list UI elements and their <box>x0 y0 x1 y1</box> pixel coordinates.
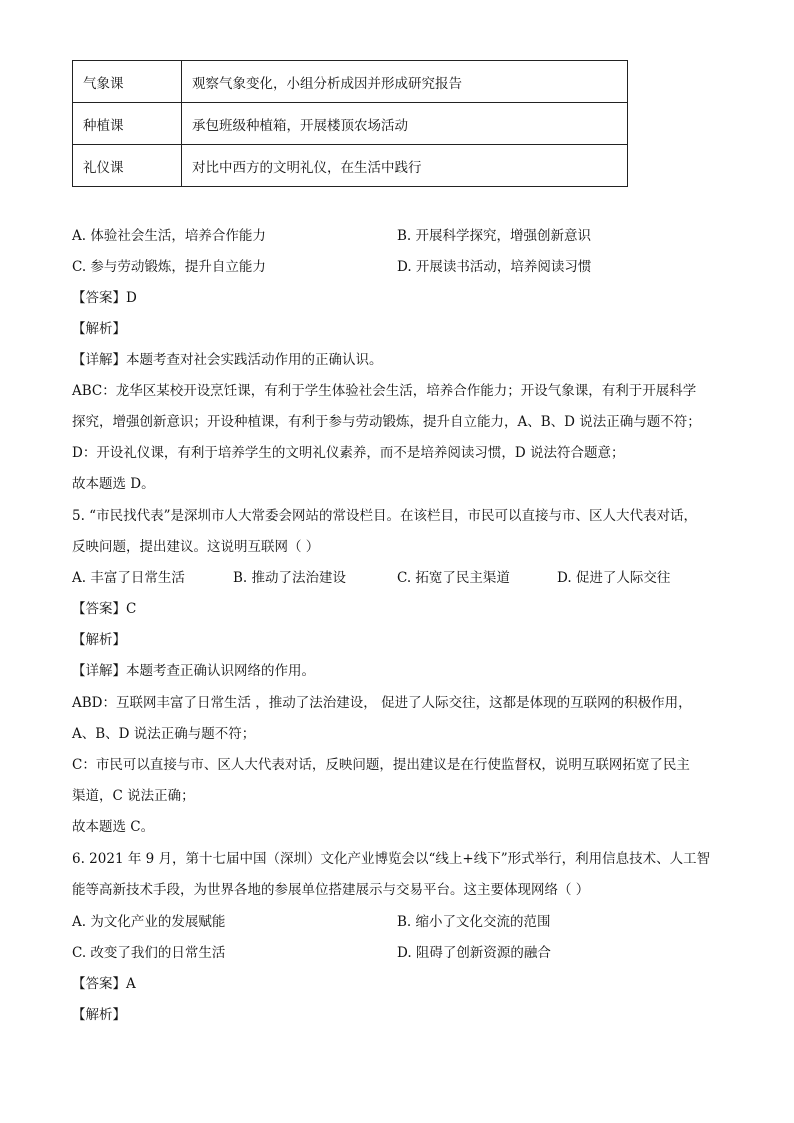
q6-stem: 能等高新技术手段，为世界各地的参展单位搭建展示与交易平台。这主要体现网络（ ） <box>72 882 590 898</box>
q4-option-c: C. 参与劳动锻炼，提升自立能力 <box>72 259 266 275</box>
q5-paragraph: C：市民可以直接与市、区人大代表对话，反映问题，提出建议是在行使监督权，说明互联网拓宽了民主 <box>72 757 690 773</box>
course-name: 种植课 <box>73 103 182 145</box>
q5-detail: 【详解】本题考查正确认识网络的作用。 <box>72 663 315 679</box>
q5-paragraph: A、B、D 说法正确与题不符； <box>72 726 256 742</box>
course-activity: 观察气象变化，小组分析成因并形成研究报告 <box>182 61 628 103</box>
q5-option-c: C. 拓宽了民主渠道 <box>397 570 510 586</box>
q4-option-a: A. 体验社会生活，培养合作能力 <box>72 228 266 244</box>
q5-paragraph: ABD：互联网丰富了日常生活 ，推动了法治建设， 促进了人际交往，这都是体现的互联网的积极作用， <box>72 695 692 711</box>
q4-answer: 【答案】D <box>72 290 137 306</box>
q6-option-a: A. 为文化产业的发展赋能 <box>72 914 226 930</box>
q5-option-d: D. 促进了人际交往 <box>557 570 671 586</box>
course-activity: 对比中西方的文明礼仪，在生活中践行 <box>182 145 628 187</box>
q5-stem: 反映问题，提出建议。这说明互联网（ ） <box>72 539 320 555</box>
q4-paragraph: ABC：龙华区某校开设烹饪课，有利于学生体验社会生活，培养合作能力；开设气象课，有利于开展科学 <box>72 383 697 399</box>
q4-conclusion: 故本题选 D。 <box>72 476 155 492</box>
q5-conclusion: 故本题选 C。 <box>72 819 155 835</box>
q6-analysis-heading: 【解析】 <box>72 1007 126 1023</box>
q5-answer: 【答案】C <box>72 601 137 617</box>
table-row <box>73 61 628 103</box>
q4-paragraph: 探究，增强创新意识；开设种植课，有利于参与劳动锻炼，提升自立能力，A、B、D 说法正确与题不符； <box>72 414 701 430</box>
course-name: 气象课 <box>73 61 182 103</box>
q4-detail: 【详解】本题考查对社会实践活动作用的正确认识。 <box>72 352 383 368</box>
q6-option-c: C. 改变了我们的日常生活 <box>72 945 226 961</box>
q4-paragraph: D：开设礼仪课，有利于培养学生的文明礼仪素养，而不是培养阅读习惯，D 说法符合题意； <box>72 445 625 461</box>
q5-option-a: A. 丰富了日常生活 <box>72 570 185 586</box>
q6-option-d: D. 阻碍了创新资源的融合 <box>397 945 551 961</box>
q5-analysis-heading: 【解析】 <box>72 632 126 648</box>
q6-stem: 6. 2021 年 9 月，第十七届中国（深圳）文化产业博览会以“线上+线下”形式举行，利用信息技术、人工智 <box>72 851 711 867</box>
course-table <box>72 60 628 187</box>
course-name: 礼仪课 <box>73 145 182 187</box>
q4-option-d: D. 开展读书活动，培养阅读习惯 <box>397 259 592 275</box>
q6-answer: 【答案】A <box>72 976 136 992</box>
table-row <box>73 103 628 145</box>
q5-stem: 5. “市民找代表”是深圳市人大常委会网站的常设栏目。在该栏目，市民可以直接与市、区人大代表对话， <box>72 508 697 524</box>
q5-paragraph: 渠道，C 说法正确； <box>72 788 195 804</box>
q5-option-b: B. 推动了法治建设 <box>233 570 347 586</box>
q4-option-b: B. 开展科学探究，增强创新意识 <box>397 228 592 244</box>
table-row <box>73 145 628 187</box>
course-activity: 承包班级种植箱，开展楼顶农场活动 <box>182 103 628 145</box>
q6-option-b: B. 缩小了文化交流的范围 <box>397 914 551 930</box>
q4-analysis-heading: 【解析】 <box>72 321 126 337</box>
